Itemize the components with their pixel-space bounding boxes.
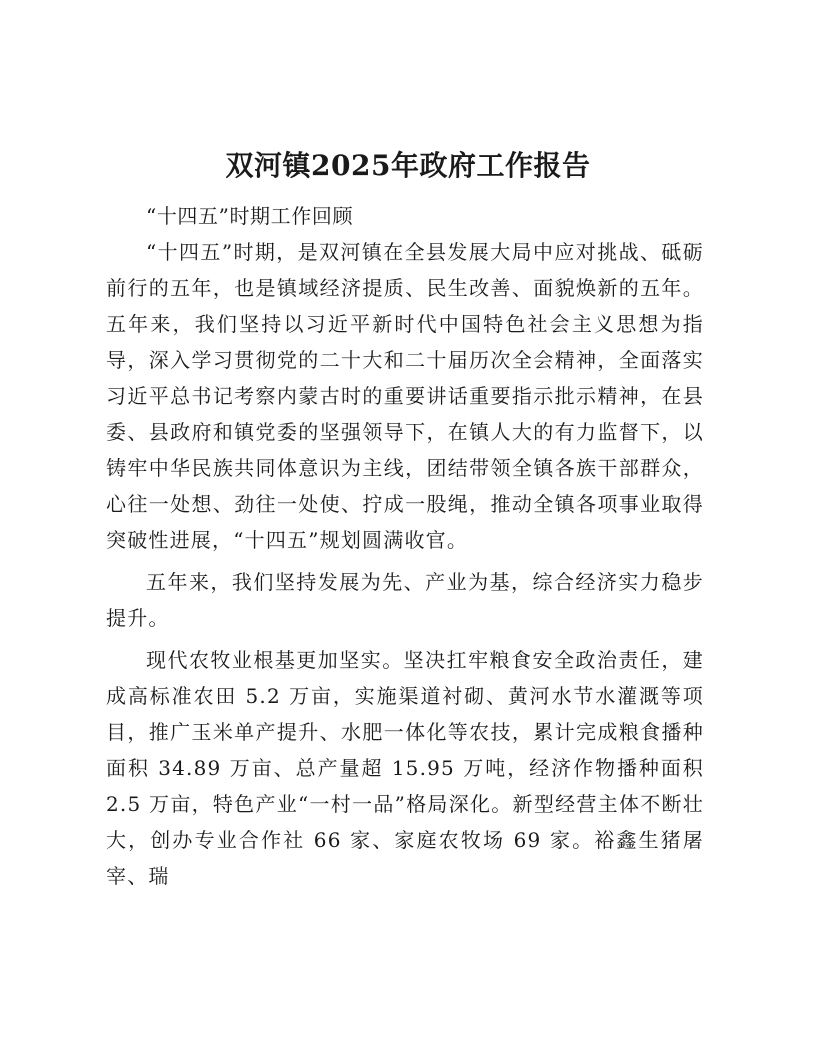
body-paragraph: 现代农牧业根基更加坚实。坚决扛牢粮食安全政治责任，建成高标准农田 5.2 万亩，实施渠道衬砌、黄河水节水灌溉等项目，推广玉米单产提升、水肥一体化等农技，累计完成粮食播种面积 34.89 万亩、总产量超 15.95 万吨，经济作物播种面积 2.5 万亩，特色产业“一村一品”格局深化。新型经营主体不断壮大，创办专业合作社 66 家、家庭农牧场 69 家。裕鑫生猪屠宰、瑞 <box>106 648 704 888</box>
document-body <box>106 198 704 894</box>
section-heading: “十四五”时期工作回顾 <box>146 204 354 228</box>
body-paragraph: “十四五”时期，是双河镇在全县发展大局中应对挑战、砥砺前行的五年，也是镇域经济提质、民生改善、面貌焕新的五年。五年来，我们坚持以习近平新时代中国特色社会主义思想为指导，深入学习贯彻党的二十大和二十届历次全会精神，全面落实习近平总书记考察内蒙古时的重要讲话重要指示批示精神，在县委、县政府和镇党委的坚强领导下，在镇人大的有力监督下，以铸牢中华民族共同体意识为主线，团结带领全镇各族干部群众，心往一处想、劲往一处使、拧成一股绳，推动全镇各项事业取得突破性进展，“十四五”规划圆满收官。 <box>106 240 704 552</box>
document-title: 双河镇2025年政府工作报告 <box>225 149 591 182</box>
body-paragraph: 五年来，我们坚持发展为先、产业为基，综合经济实力稳步提升。 <box>106 570 704 630</box>
